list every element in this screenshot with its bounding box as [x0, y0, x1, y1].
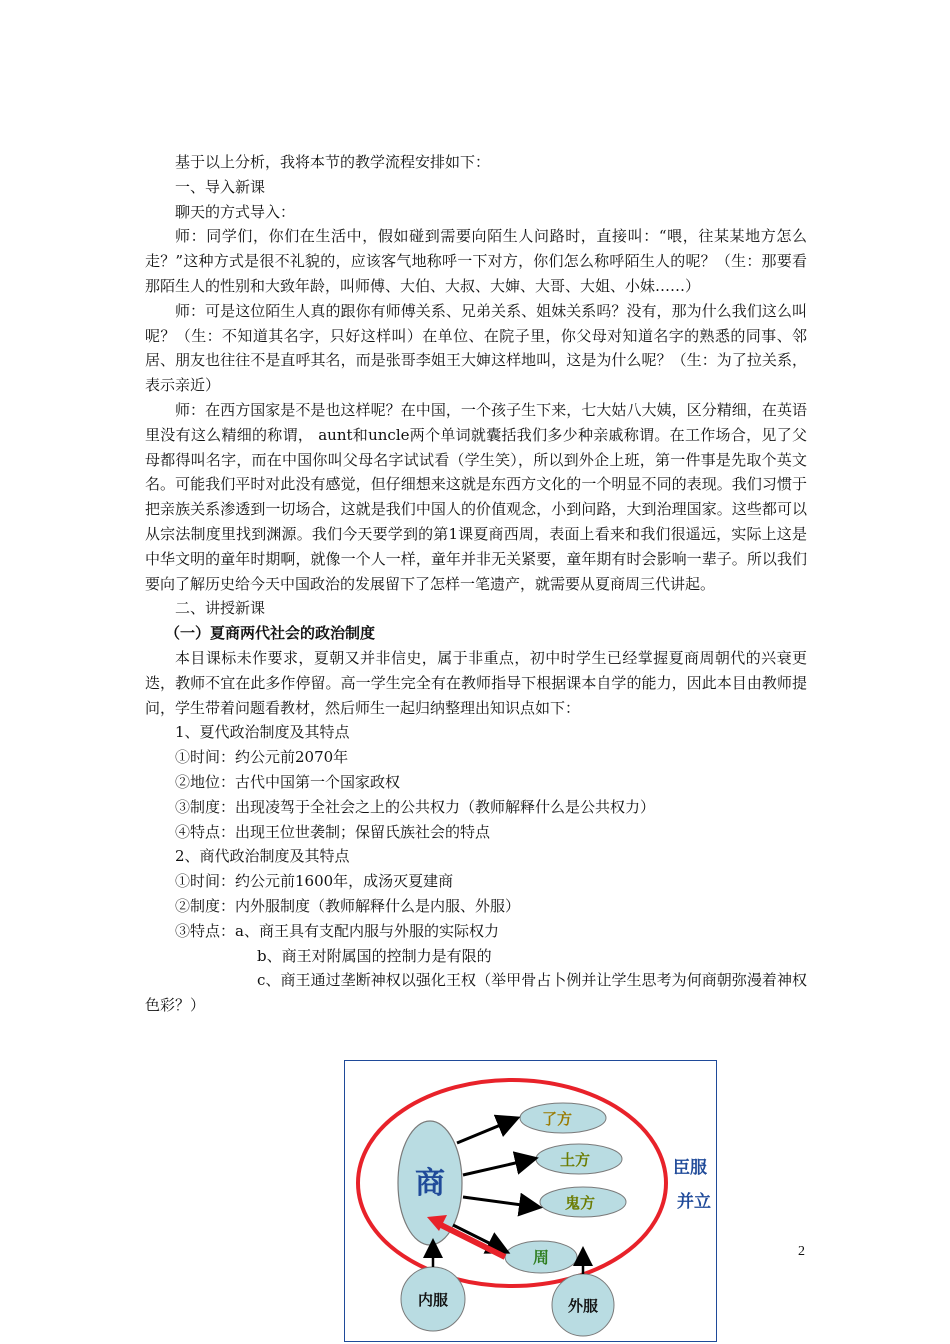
list-item: ②地位：古代中国第一个国家政权 [175, 772, 401, 791]
zhou-to-shang-red-arrow [441, 1225, 505, 1257]
list-item: ②制度：内外服制度（教师解释什么是内服、外服） [175, 896, 521, 915]
list-heading: 2、商代政治制度及其特点 [175, 847, 350, 866]
paragraph: 本目课标未作要求，夏朝又并非信史，属于非重点，初中时学生已经掌握夏商周朝代的兴衰更迭，教师不宜在此多作停留。高一学生完全有在教师指导下根据课本自学的能力，因此本目由教师提问，学生带着问题看教材，然后师生一起归纳整理出知识点如下： [145, 648, 807, 717]
shang-label: 商 [415, 1166, 445, 1201]
shang-system-diagram [344, 1060, 717, 1342]
arrow-to-liaofang [457, 1119, 515, 1143]
list-item: ③特点：a、商王具有支配内服与外服的实际权力 [175, 921, 499, 940]
tufang-label: 土方 [559, 1151, 591, 1169]
paragraph: 师：可是这位陌生人真的跟你有师傅关系、兄弟关系、姐妹关系吗？没有，那为什么我们这么叫呢？（生：不知道其名字，只好这样叫）在单位、在院子里，你父母对知道名字的熟悉的同事、邻居、朋友也往往不是直呼其名，而是张哥李姐王大婶这样地叫，这是为什么呢？（生：为了拉关系，表示亲近） [145, 301, 807, 395]
liaofang-label: 了方 [541, 1110, 573, 1128]
section-heading: 一、导入新课 [175, 177, 266, 196]
zhou-label: 周 [532, 1248, 550, 1267]
list-item: ④特点：出现王位世袭制；保留氏族社会的特点 [175, 822, 491, 841]
arrow-to-tufang [463, 1159, 533, 1175]
diagram-canvas [345, 1061, 717, 1342]
guifang-label: 鬼方 [564, 1194, 596, 1212]
paragraph: 基于以上分析，我将本节的教学流程安排如下： [175, 153, 491, 171]
list-item: b、商王对附属国的控制力是有限的 [257, 946, 492, 965]
bingli-label: 并立 [677, 1192, 711, 1212]
arrow-to-guifang [463, 1197, 537, 1207]
neifu-label: 内服 [417, 1291, 449, 1309]
section-heading: 二、讲授新课 [175, 599, 266, 618]
subsection-heading: （一）夏商两代社会的政治制度 [165, 624, 376, 643]
list-item: ①时间：约公元前2070年 [175, 748, 349, 767]
waifu-label: 外服 [567, 1297, 599, 1315]
page-number: 2 [798, 1244, 805, 1259]
paragraph: 师：同学们，你们在生活中，假如碰到需要向陌生人问路时，直接叫：“喂，往某某地方怎么走？”这种方式是很不礼貌的，应该客气地称呼一下对方，你们怎么称呼陌生人的呢？（生：那要看那陌生人的性别和大致年龄，叫师傅、大伯、大叔、大婶、大哥、大姐、小妹……） [145, 227, 807, 295]
list-item: c、商王通过垄断神权以强化王权（举甲骨占卜例并让学生思考为何商朝弥漫着神权色彩？） [145, 971, 807, 1015]
body-text [145, 150, 807, 1018]
list-item: ①时间：约公元前1600年，成汤灭夏建商 [175, 872, 454, 891]
list-heading: 1、夏代政治制度及其特点 [175, 723, 350, 742]
paragraph: 聊天的方式导入： [175, 202, 296, 221]
paragraph: 师：在西方国家是不是也这样呢？在中国，一个孩子生下来，七大姑八大姨，区分精细，在英语里没有这么精细的称谓， aunt和uncle两个单词就囊括我们多少种亲戚称谓。在工作场合，见了父母都得叫名字，而在中国你叫父母名字试试看（学生笑），所以到外企上班，第一件事是先取个英文名。可能我们平时对此没有感觉，但仔细想来这就是东西方文化的一个明显不同的表现。我们习惯于把亲族关系渗透到一切场合，这就是我们中国人的价值观念，小到问路，大到治理国家。这些都可以从宗法制度里找到渊源。我们今天要学到的第1课夏商西周，表面上看来和我们很遥远，实际上这是中华文明的童年时期啊，就像一个人一样，童年并非无关紧要，童年期有时会影响一辈子。所以我们要向了解历史给今天中国政治的发展留下了怎样一笔遗产，就需要从夏商周三代讲起。 [145, 400, 807, 593]
list-item: ③制度：出现凌驾于全社会之上的公共权力（教师解释什么是公共权力） [175, 797, 656, 816]
chenfu-label: 臣服 [673, 1158, 707, 1178]
